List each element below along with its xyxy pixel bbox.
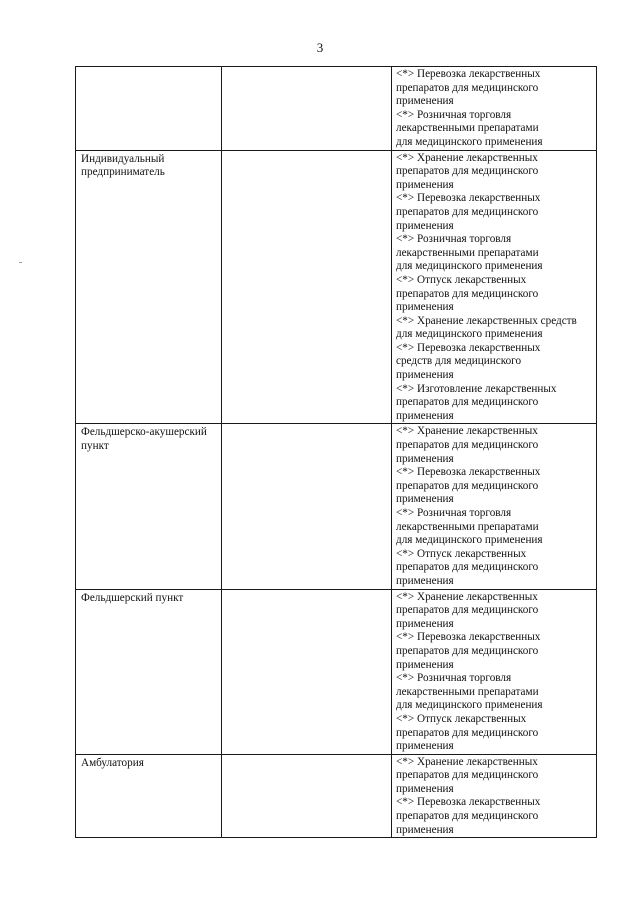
activity-line: препаратов для медицинского <box>396 479 539 492</box>
activity-list <box>392 755 596 838</box>
table-row <box>76 424 597 589</box>
activity-line: применения <box>396 823 454 836</box>
activity-line: для медицинского применения <box>396 328 543 341</box>
activity-line: применения <box>396 658 454 671</box>
activity-list <box>392 67 596 150</box>
activity-line: <*> Отпуск лекарственных <box>396 273 527 286</box>
activity-line: лекарственными препаратами <box>396 246 539 259</box>
activity-line: <*> Хранение лекарственных <box>396 590 538 603</box>
table-row <box>76 754 597 838</box>
activity-line: <*> Перевозка лекарственных <box>396 796 541 809</box>
activity-line: применения <box>396 409 454 422</box>
activity-line: <*> Розничная торговля <box>396 233 512 246</box>
activities-cell <box>392 589 597 754</box>
activities-cell <box>392 67 597 151</box>
activity-line: <*> Розничная торговля <box>396 672 512 685</box>
activity-line: для медицинского применения <box>396 699 543 712</box>
activity-line: <*> Перевозка лекарственных <box>396 631 541 644</box>
subject-line: Индивидуальный <box>81 152 165 165</box>
subject-name <box>76 67 221 69</box>
activity-line: препаратов для медицинского <box>396 644 539 657</box>
subject-name <box>76 424 221 453</box>
activity-line: препаратов для медицинского <box>396 205 539 218</box>
activity-line: применения <box>396 740 454 753</box>
activities-cell <box>392 754 597 838</box>
activity-line: применения <box>396 452 454 465</box>
activity-line: <*> Розничная торговля <box>396 507 512 519</box>
subject-line: Фельдшерско-акушерский <box>81 426 207 439</box>
subject-line: Фельдшерский пункт <box>81 591 184 604</box>
subject-cell <box>76 754 222 838</box>
activity-list <box>392 151 596 424</box>
page-number: 3 <box>316 40 324 55</box>
subject-name <box>76 590 221 606</box>
activity-line: препаратов для медицинского <box>396 726 539 739</box>
activity-line: применения <box>396 178 454 191</box>
activity-line: применения <box>396 95 454 108</box>
activity-line: препаратов для медицинского <box>396 561 539 574</box>
detail-cell <box>222 150 392 424</box>
activity-line: препаратов для медицинского <box>396 810 539 823</box>
activity-line: применения <box>396 782 454 795</box>
activity-line: применения <box>396 301 454 314</box>
subject-cell <box>76 150 222 424</box>
subject-line: Амбулатория <box>81 756 144 769</box>
table-row <box>76 67 597 151</box>
activity-line: для медицинского применения <box>396 135 543 148</box>
activity-line: для медицинского применения <box>396 534 543 547</box>
subject-line: предприниматель <box>81 166 165 179</box>
detail-cell <box>222 589 392 754</box>
activity-line: применения <box>396 219 454 232</box>
activity-line: применения <box>396 617 454 630</box>
activity-line: лекарственными препаратами <box>396 122 539 135</box>
detail-cell <box>222 424 392 589</box>
activity-line: <*> Хранение лекарственных <box>396 425 538 438</box>
activity-line: применения <box>396 574 454 587</box>
subject-cell <box>76 589 222 754</box>
activity-line: <*> Перевозка лекарственных <box>396 192 541 205</box>
activity-line: <*> Хранение лекарственных средств <box>396 314 577 327</box>
activities-cell <box>392 150 597 424</box>
activity-line: лекарственными препаратами <box>396 685 539 698</box>
activity-line: <*> Перевозка лекарственных <box>396 68 541 80</box>
activity-line: препаратов для медицинского <box>396 165 539 178</box>
activity-line: <*> Перевозка лекарственных <box>396 466 541 479</box>
activity-line: препаратов для медицинского <box>396 604 539 617</box>
activity-line: <*> Розничная торговля <box>396 108 512 121</box>
activity-line: <*> Хранение лекарственных <box>396 755 538 768</box>
activity-line: <*> Отпуск лекарственных <box>396 547 527 560</box>
activities-table <box>75 66 597 838</box>
subject-line: пункт <box>81 440 109 453</box>
activity-list <box>392 424 596 588</box>
activity-line: средств для медицинского <box>396 355 522 368</box>
activity-line: <*> Хранение лекарственных <box>396 151 538 164</box>
table-row <box>76 150 597 424</box>
activity-line: применения <box>396 493 454 506</box>
activity-line: лекарственными препаратами <box>396 520 539 533</box>
activity-line: для медицинского применения <box>396 260 543 273</box>
detail-cell <box>222 67 392 151</box>
subject-cell <box>76 424 222 589</box>
activity-line: препаратов для медицинского <box>396 81 539 94</box>
scan-artifact-mark <box>19 262 22 263</box>
detail-cell <box>222 754 392 838</box>
activity-line: <*> Отпуск лекарственных <box>396 712 527 725</box>
subject-name <box>76 151 221 180</box>
activities-cell <box>392 424 597 589</box>
activity-line: препаратов для медицинского <box>396 396 539 409</box>
activity-line: препаратов для медицинского <box>396 769 539 782</box>
activity-line: препаратов для медицинского <box>396 287 539 300</box>
activity-line: применения <box>396 369 454 382</box>
activity-line: <*> Изготовление лекарственных <box>396 382 557 395</box>
subject-name <box>76 755 221 771</box>
subject-cell <box>76 67 222 151</box>
activity-line: препаратов для медицинского <box>396 439 539 452</box>
activities-table-body <box>76 67 597 838</box>
table-row <box>76 589 597 754</box>
activity-line: <*> Перевозка лекарственных <box>396 341 541 354</box>
activity-list <box>392 590 596 754</box>
